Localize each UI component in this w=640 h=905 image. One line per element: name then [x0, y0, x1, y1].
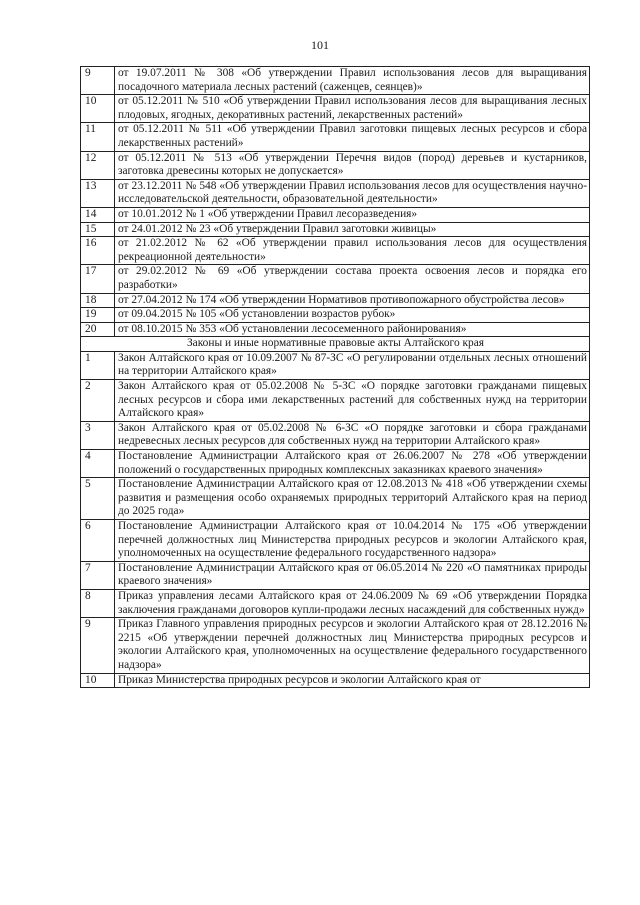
- row-text: от 23.12.2011 № 548 «Об утверждении Правил использования лесов для осуществления научно-исследовательской деятельности, образовательной деятельности»: [115, 179, 590, 207]
- row-number: 15: [81, 222, 115, 237]
- table-row: [81, 67, 590, 95]
- table-row: [81, 561, 590, 589]
- table-row: [81, 618, 590, 673]
- row-text: от 19.07.2011 № 308 «Об утверждении Правил использования лесов для выращивания посадочного материала лесных растений (саженцев, сеянцев)»: [115, 67, 590, 95]
- table-row: [81, 450, 590, 478]
- row-number: 11: [81, 123, 115, 151]
- row-number: 9: [81, 67, 115, 95]
- table-row: [81, 265, 590, 293]
- row-number: 19: [81, 308, 115, 323]
- row-number: 13: [81, 179, 115, 207]
- row-text: Постановление Администрации Алтайского края от 26.06.2007 № 278 «Об утверждении положений о государственных природных комплексных заказниках краевого значения»: [115, 450, 590, 478]
- table-row: [81, 589, 590, 617]
- row-number: 5: [81, 478, 115, 520]
- table-row: [81, 207, 590, 222]
- table-row: [81, 123, 590, 151]
- table-row: [81, 308, 590, 323]
- regulations-table: [80, 66, 590, 688]
- section-heading: Законы и иные нормативные правовые акты Алтайского края: [81, 337, 590, 352]
- row-text: Приказ Главного управления природных ресурсов и экологии Алтайского края от 28.12.2016 № 2215 «Об утверждении перечней должностных лиц Министерства природных ресурсов и экологии Алтайского края, уполномоченных на осуществление федерального государственного надзора»: [115, 618, 590, 673]
- row-text: от 29.02.2012 № 69 «Об утверждении состава проекта освоения лесов и порядка его разработки»: [115, 265, 590, 293]
- table-row: [81, 322, 590, 337]
- row-number: 16: [81, 237, 115, 265]
- row-number: 4: [81, 450, 115, 478]
- row-text: от 05.12.2011 № 513 «Об утверждении Перечня видов (пород) деревьев и кустарников, заготовка древесины которых не допускается»: [115, 151, 590, 179]
- row-number: 10: [81, 673, 115, 688]
- row-number: 17: [81, 265, 115, 293]
- table-row: [81, 380, 590, 422]
- row-text: от 24.01.2012 № 23 «Об утверждении Правил заготовки живицы»: [115, 222, 590, 237]
- row-text: Приказ Министерства природных ресурсов и экологии Алтайского края от: [115, 673, 590, 688]
- table-row: [81, 293, 590, 308]
- row-number: 3: [81, 421, 115, 449]
- table-row: [81, 520, 590, 562]
- row-number: 8: [81, 589, 115, 617]
- table-row: [81, 351, 590, 379]
- table-row: [81, 478, 590, 520]
- table-row: [81, 421, 590, 449]
- table-row: [81, 237, 590, 265]
- section-heading-row: [81, 337, 590, 352]
- row-text: Закон Алтайского края от 05.02.2008 № 6-ЗС «О порядке заготовки и сбора гражданами недревесных лесных ресурсов для собственных нужд на территории Алтайского края»: [115, 421, 590, 449]
- row-text: от 08.10.2015 № 353 «Об установлении лесосеменного районирования»: [115, 322, 590, 337]
- row-text: Постановление Администрации Алтайского края от 12.08.2013 № 418 «Об утверждении схемы развития и размещения особо охраняемых природных территорий Алтайского края на период до 2025 года»: [115, 478, 590, 520]
- row-number: 18: [81, 293, 115, 308]
- row-number: 7: [81, 561, 115, 589]
- row-text: от 05.12.2011 № 510 «Об утверждении Правил использования лесов для выращивания лесных плодовых, ягодных, декоративных растений, лекарственных растений»: [115, 95, 590, 123]
- page-number: 101: [311, 38, 329, 52]
- row-text: от 05.12.2011 № 511 «Об утверждении Правил заготовки пищевых лесных ресурсов и сбора лекарственных растений»: [115, 123, 590, 151]
- row-number: 1: [81, 351, 115, 379]
- row-number: 2: [81, 380, 115, 422]
- regulations-table-body: [81, 67, 590, 688]
- table-row: [81, 179, 590, 207]
- table-row: [81, 673, 590, 688]
- row-text: от 09.04.2015 № 105 «Об установлении возрастов рубок»: [115, 308, 590, 323]
- row-text: Приказ управления лесами Алтайского края от 24.06.2009 № 69 «Об утверждении Порядка заключения гражданами договоров купли-продажи лесных насаждений для собственных нужд»: [115, 589, 590, 617]
- row-number: 6: [81, 520, 115, 562]
- row-number: 9: [81, 618, 115, 673]
- row-number: 14: [81, 207, 115, 222]
- table-row: [81, 222, 590, 237]
- row-text: Постановление Администрации Алтайского края от 10.04.2014 № 175 «Об утверждении перечней должностных лиц Министерства природных ресурсов и экологии Алтайского края, уполномоченных на осуществление федерального государственного надзора»: [115, 520, 590, 562]
- row-text: от 21.02.2012 № 62 «Об утверждении правил использования лесов для осуществления рекреационной деятельности»: [115, 237, 590, 265]
- table-row: [81, 95, 590, 123]
- row-text: от 10.01.2012 № 1 «Об утверждении Правил лесоразведения»: [115, 207, 590, 222]
- row-text: Закон Алтайского края от 10.09.2007 № 87-ЗС «О регулировании отдельных лесных отношений на территории Алтайского края»: [115, 351, 590, 379]
- row-text: Закон Алтайского края от 05.02.2008 № 5-ЗС «О порядке заготовки гражданами пищевых лесных ресурсов и сбора ими лекарственных растений для собственных нужд на территории Алтайского края»: [115, 380, 590, 422]
- row-text: Постановление Администрации Алтайского края от 06.05.2014 № 220 «О памятниках природы краевого значения»: [115, 561, 590, 589]
- row-number: 10: [81, 95, 115, 123]
- row-number: 20: [81, 322, 115, 337]
- row-number: 12: [81, 151, 115, 179]
- table-row: [81, 151, 590, 179]
- row-text: от 27.04.2012 № 174 «Об утверждении Нормативов противопожарного обустройства лесов»: [115, 293, 590, 308]
